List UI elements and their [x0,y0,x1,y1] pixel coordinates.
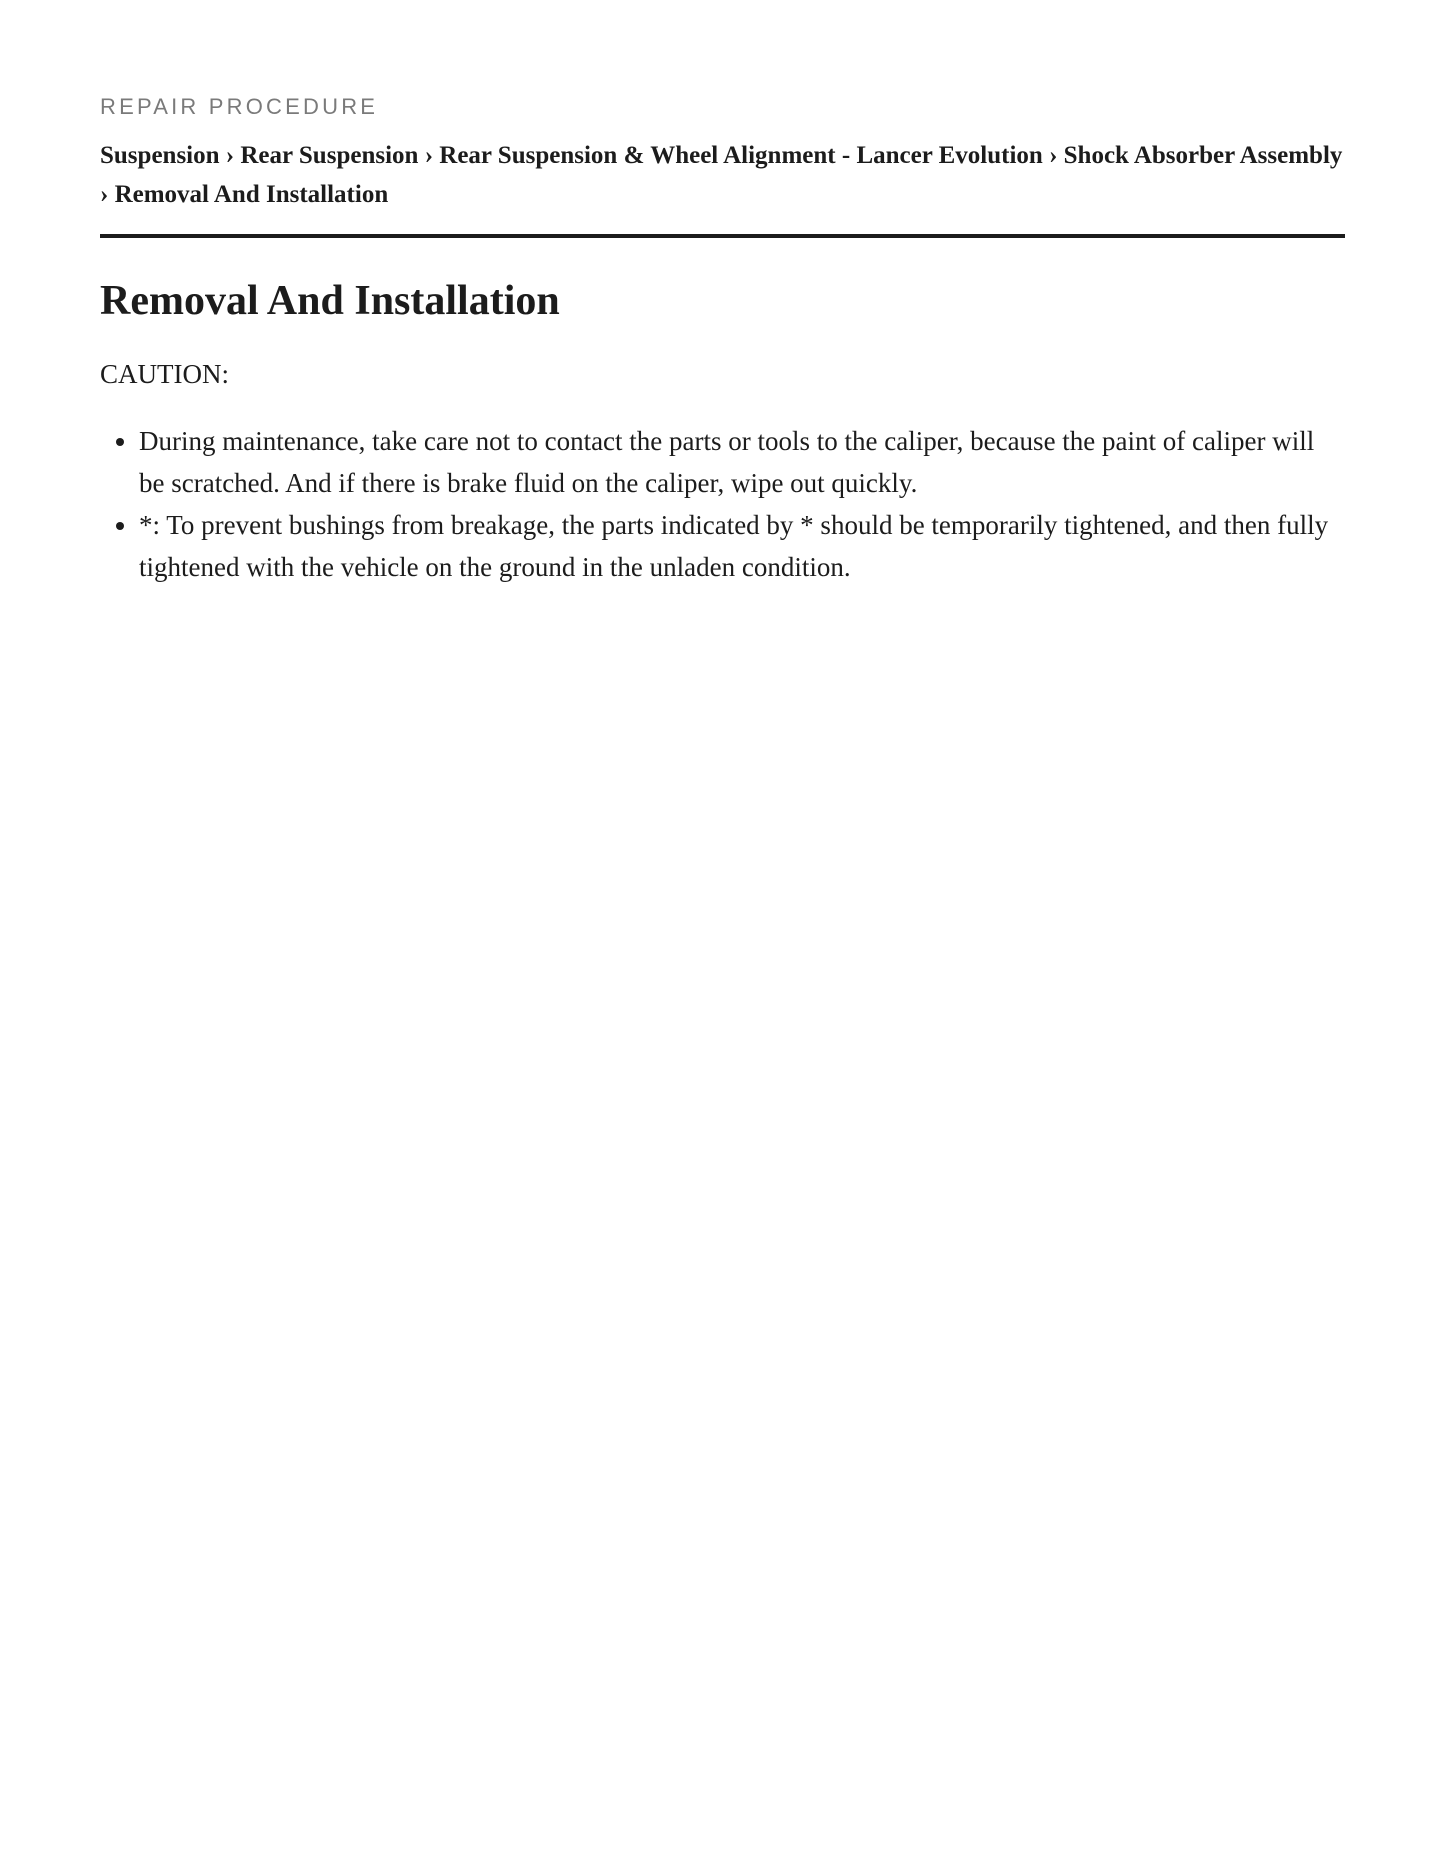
breadcrumb [100,136,1345,214]
section-kicker: REPAIR PROCEDURE [100,94,379,119]
breadcrumb-separator: › [100,181,115,208]
page-title: Removal And Installation [100,278,560,324]
breadcrumb-item-current: Removal And Installation [114,181,389,208]
breadcrumb-separator: › [219,142,241,169]
list-item: • During maintenance, take care not to contact the parts or tools to the caliper, because the paint of caliper will be scratched. And if there is brake fluid on the caliper, wipe out quickly. [139,420,1345,504]
breadcrumb-separator: › [1042,142,1064,169]
breadcrumb-item[interactable]: Suspension [100,142,220,169]
header-divider [100,234,1345,238]
breadcrumb-separator: › [418,142,440,169]
breadcrumb-item[interactable]: Rear Suspension [240,142,419,169]
list-item: • *: To prevent bushings from breakage, the parts indicated by * should be temporarily tightened, and then fully tightened with the vehicle on the ground in the unladen condition. [139,504,1345,588]
document-page [100,92,1345,588]
caution-label: CAUTION: [100,359,229,389]
caution-list [100,420,1345,588]
breadcrumb-item[interactable]: Rear Suspension & Wheel Alignment - Lancer Evolution [439,142,1043,169]
breadcrumb-item[interactable]: Shock Absorber Assembly [1063,142,1343,169]
